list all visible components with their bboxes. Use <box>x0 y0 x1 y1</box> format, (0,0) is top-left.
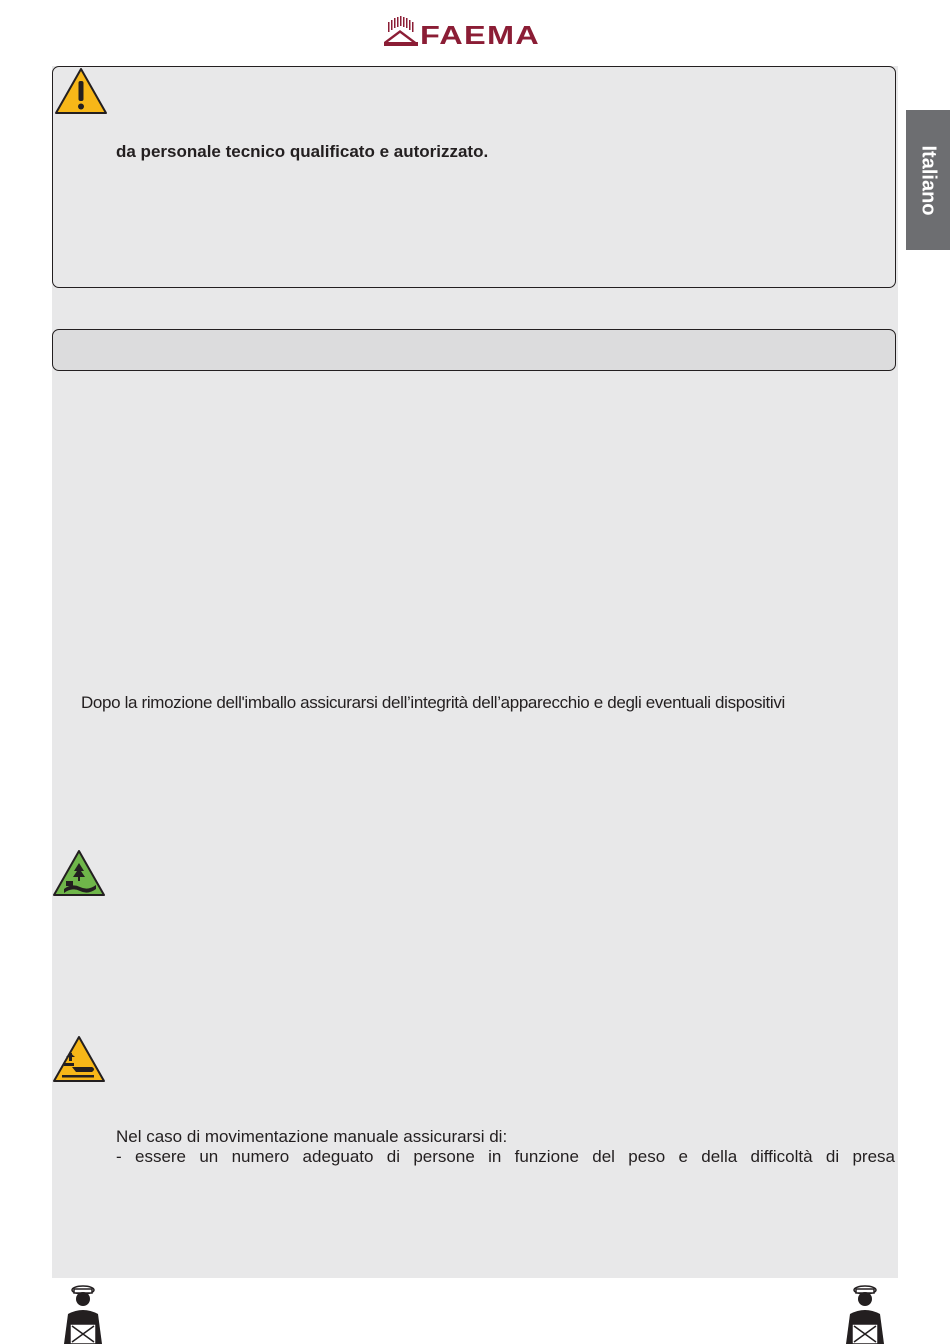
worker-lifting-icon <box>52 1284 114 1344</box>
manual-handling-intro: Nel caso di movimentazione manuale assicurarsi di: <box>116 1127 508 1146</box>
brand-logo <box>382 12 568 48</box>
warning-text: da personale tecnico qualificato e autorizzato. <box>116 142 489 161</box>
environment-warning-icon <box>52 849 106 897</box>
section-header-bar <box>52 329 896 371</box>
faema-crown-icon <box>382 16 418 48</box>
crush-hazard-icon <box>52 1035 106 1083</box>
warning-triangle-icon <box>54 67 108 115</box>
unpacking-paragraph: Dopo la rimozione dell'imballo assicurarsi dell’integrità dell’apparecchio e degli eventuali dispositivi <box>81 693 785 712</box>
language-tab-label-wrap <box>906 110 950 250</box>
worker-lifting-icon <box>834 1284 896 1344</box>
warning-box <box>52 66 896 288</box>
brand-name: FAEMA <box>420 20 540 50</box>
manual-handling-item: - essere un numero adeguato di persone in funzione del peso e della difficoltà di presa <box>116 1147 895 1166</box>
language-tab-label: Italiano <box>917 144 940 216</box>
manual-handling-paragraph <box>116 1127 895 1167</box>
